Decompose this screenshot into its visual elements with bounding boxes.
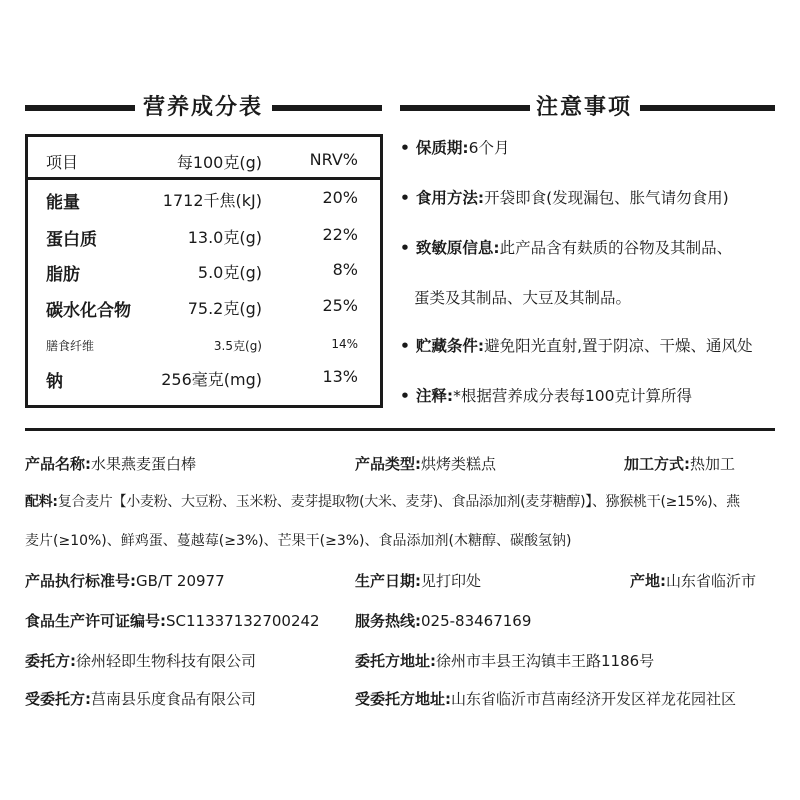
client: 委托方:徐州轻即生物科技有限公司 (25, 652, 257, 670)
license-number: 食品生产许可证编号:SC11337132700242 (25, 612, 320, 630)
service-hotline: 服务热线:025-83467169 (355, 612, 532, 630)
bullet-icon: • (400, 139, 410, 157)
header-item: 项目 (46, 153, 79, 172)
bullet-icon: • (400, 337, 410, 355)
note-shelf-life: • 保质期:6个月 (400, 139, 510, 157)
contractor-address: 受委托方地址:山东省临沂市莒南经济开发区祥龙花园社区 (355, 690, 737, 708)
notes-title: 注意事项 (530, 92, 638, 124)
origin: 产地:山东省临沂市 (630, 572, 757, 590)
note-allergen: • 致敏原信息:此产品含有麸质的谷物及其制品、 (400, 239, 733, 257)
nutrition-table: 项目 每100克(g) NRV% 能量 1712千焦(kJ) 20% 蛋白质 13.0克(g) 22% 脂肪 5.0克(g) 8% 碳水化合物 75.2克(g) 25% 膳食纤维 3.5克(g) 14% 钠 256毫克(mg) 13% (25, 134, 383, 408)
section-divider (25, 428, 775, 431)
product-type: 产品类型:烘烤类糕点 (355, 455, 497, 473)
note-usage: • 食用方法:开袋即食(发现漏包、胀气请勿食用) (400, 189, 729, 207)
ingredients-line-1: 配料:复合麦片【小麦粉、大豆粉、玉米粉、麦芽提取物(大米、麦芽)、食品添加剂(麦芽糖醇)】、猕猴桃干(≥15%)、燕 (25, 494, 740, 510)
table-header-divider (28, 177, 380, 180)
ingredients-line-2: 麦片(≥10%)、鲜鸡蛋、蔓越莓(≥3%)、芒果干(≥3%)、食品添加剂(木糖醇、碳酸氢钠) (25, 533, 572, 549)
notes-title-rule-left (400, 105, 530, 111)
product-name: 产品名称:水果燕麦蛋白棒 (25, 455, 197, 473)
note-storage: • 贮藏条件:避免阳光直射,置于阴凉、干燥、通风处 (400, 337, 753, 355)
note-allergen-cont: 蛋类及其制品、大豆及其制品。 (414, 289, 632, 307)
bullet-icon: • (400, 387, 410, 405)
nutrition-title-rule-right (272, 105, 382, 111)
notes-title-rule-right (640, 105, 775, 111)
client-address: 委托方地址:徐州市丰县王沟镇丰王路1186号 (355, 652, 655, 670)
standard-number: 产品执行标准号:GB/T 20977 (25, 572, 225, 590)
bullet-icon: • (400, 189, 410, 207)
contractor: 受委托方:莒南县乐度食品有限公司 (25, 690, 257, 708)
nutrition-title: 营养成分表 (137, 92, 269, 124)
bullet-icon: • (400, 239, 410, 257)
production-date: 生产日期:见打印处 (355, 572, 482, 590)
process-method: 加工方式:热加工 (624, 455, 736, 473)
header-nrv: NRV% (309, 150, 358, 169)
header-per: 每100克(g) (176, 153, 262, 172)
note-remark: • 注释:*根据营养成分表每100克计算所得 (400, 387, 692, 405)
nutrition-title-rule-left (25, 105, 135, 111)
